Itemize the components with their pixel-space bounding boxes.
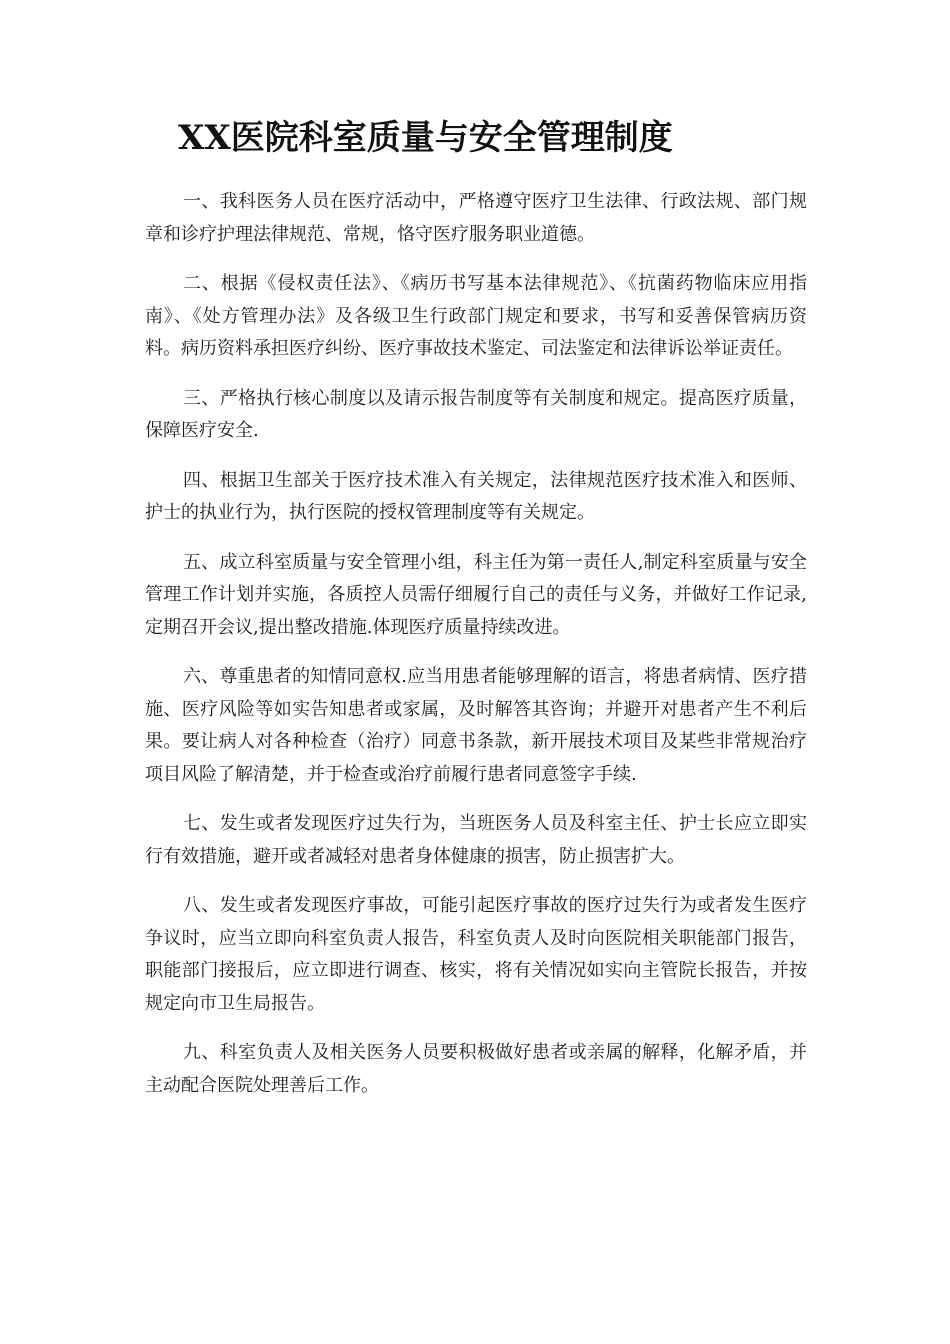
clause-8: 八、发生或者发现医疗事故，可能引起医疗事故的医疗过失行为或者发生医疗争议时，应当立即向科室负责人报告，科室负责人及时向医院相关职能部门报告，职能部门接报后，应立即进行调查、核实，将有关情况如实向主管院长报告，并按规定向市卫生局报告。 [145,895,807,1014]
document-title: XX医院科室质量与安全管理制度 [178,118,673,158]
clause-7: 七、发生或者发现医疗过失行为，当班医务人员及科室主任、护士长应立即实行有效措施，避开或者减轻对患者身体健康的损害，防止损害扩大。 [145,813,807,867]
clause-4: 四、根据卫生部关于医疗技术准入有关规定，法律规范医疗技术准入和医师、护士的执业行为，执行医院的授权管理制度等有关规定。 [145,469,807,523]
clause-list [145,186,807,1119]
clause-6: 六、尊重患者的知情同意权.应当用患者能够理解的语言，将患者病情、医疗措施、医疗风险等如实告知患者或家属，及时解答其咨询；并避开对患者产生不利后果。要让病人对各种检查（治疗）同意书条款，新开展技术项目及某些非常规治疗项目风险了解清楚，并于检查或治疗前履行患者同意签字手续. [145,666,807,785]
clause-5: 五、成立科室质量与安全管理小组，科主任为第一责任人,制定科室质量与安全管理工作计划并实施，各质控人员需仔细履行自己的责任与义务，并做好工作记录,定期召开会议,提出整改措施.体现医疗质量持续改进。 [145,551,807,638]
clause-3: 三、严格执行核心制度以及请示报告制度等有关制度和规定。提高医疗质量，保障医疗安全. [145,387,807,441]
clause-1: 一、我科医务人员在医疗活动中，严格遵守医疗卫生法律、行政法规、部门规章和诊疗护理法律规范、常规，恪守医疗服务职业道德。 [145,191,807,245]
clause-9: 九、科室负责人及相关医务人员要积极做好患者或亲属的解释，化解矛盾，并主动配合医院处理善后工作。 [145,1042,807,1096]
clause-2: 二、根据《侵权责任法》、《病历书写基本法律规范》、《抗菌药物临床应用指南》、《处方管理办法》及各级卫生行政部门规定和要求，书写和妥善保管病历资料。病历资料承担医疗纠纷、医疗事故技术鉴定、司法鉴定和法律诉讼举证责任。 [145,273,807,359]
